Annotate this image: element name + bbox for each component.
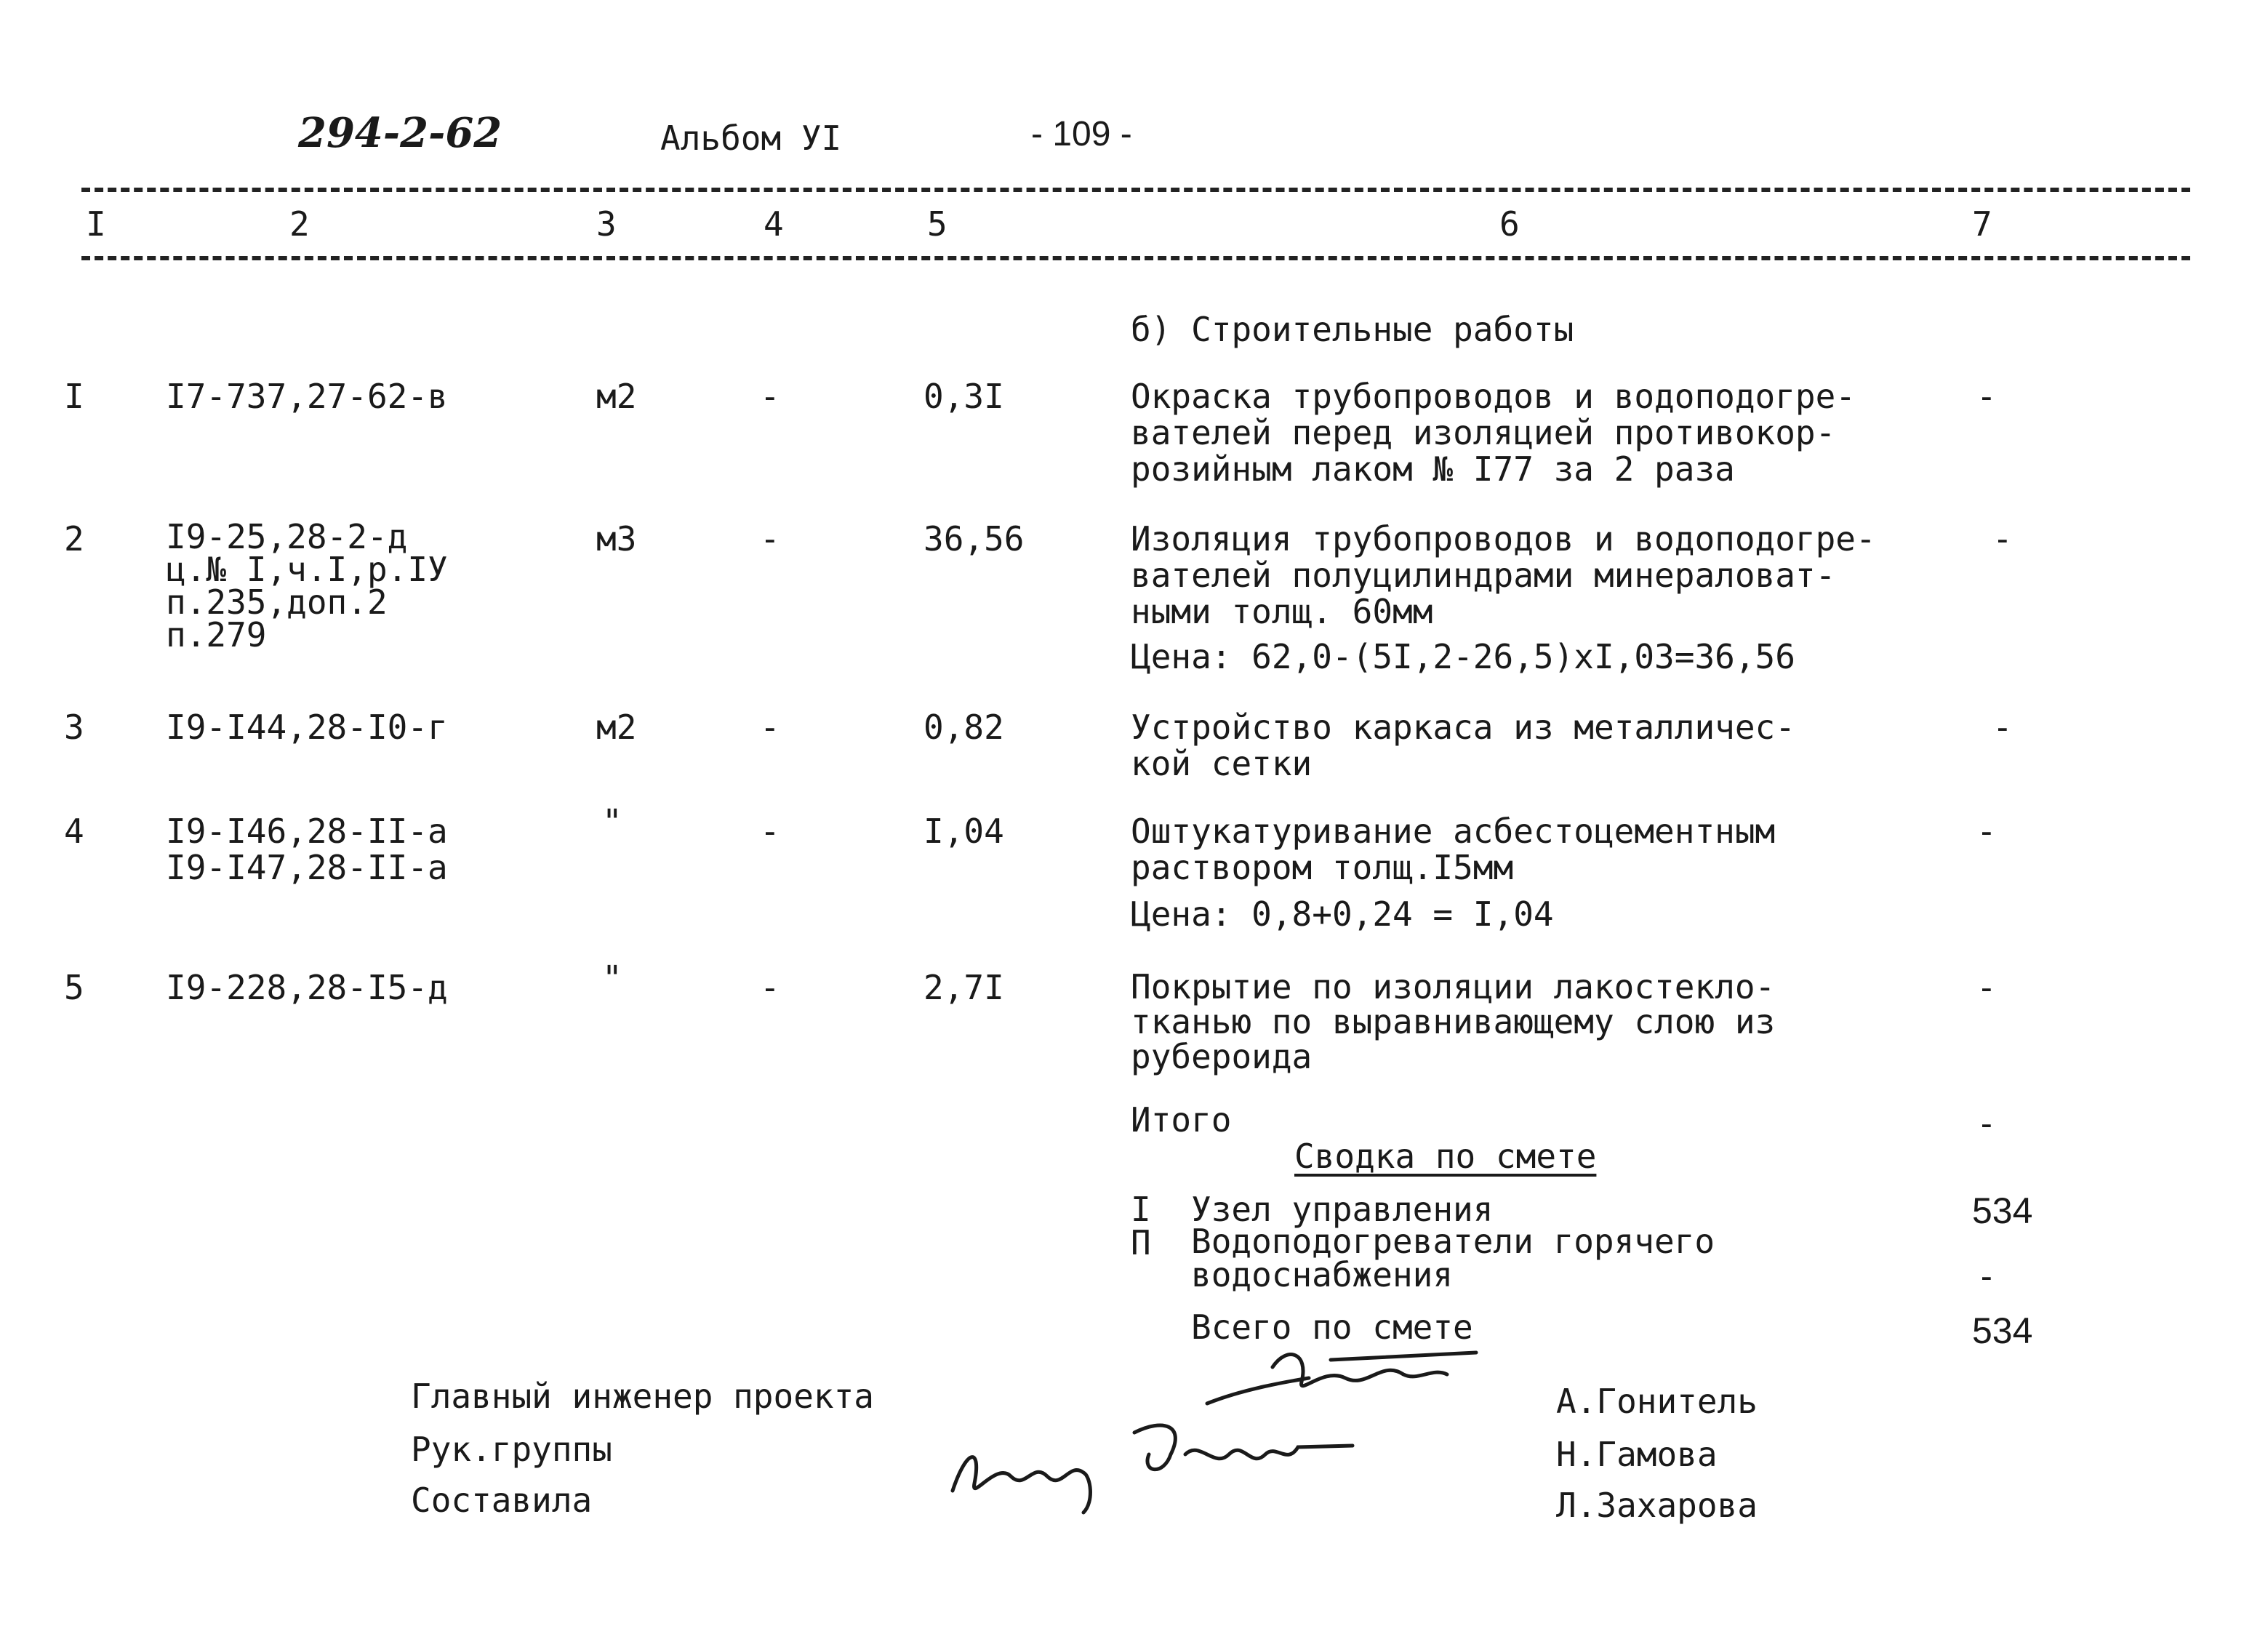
- header-rule-bottom: [81, 256, 2190, 260]
- column-header-4: 4: [764, 204, 784, 244]
- signature-role: Главный инженер проекта: [411, 1377, 874, 1416]
- row-price: I,04: [923, 812, 1004, 851]
- row-unit: м2: [596, 708, 637, 747]
- row-code: I9-228,28-I5-д: [166, 968, 448, 1007]
- summary-item-number: П: [1131, 1223, 1151, 1262]
- row-number: I: [64, 377, 84, 416]
- signature-role: Составила: [411, 1481, 593, 1520]
- album-label: Альбом УI: [660, 119, 842, 158]
- handwritten-signature-2: [1120, 1403, 1367, 1498]
- row-unit: ": [602, 958, 622, 998]
- column-header-2: 2: [289, 204, 310, 244]
- summary-total-label: Всего по смете: [1191, 1307, 1473, 1347]
- summary-item-label: Водоподогреватели горячего водоснабжения: [1191, 1222, 1715, 1294]
- page-number: - 109 -: [1031, 115, 1132, 153]
- signature-name: Л.Захарова: [1556, 1486, 1758, 1525]
- row-description: Окраска трубопроводов и водоподогре- вателей перед изоляцией противокор- розийным лаком № I77 за 2 раза: [1131, 377, 1856, 489]
- handwritten-signature-3: [945, 1433, 1113, 1520]
- row-description: Устройство каркаса из металличес- кой сетки: [1131, 708, 1795, 783]
- signature-role: Рук.группы: [411, 1430, 612, 1469]
- row-price: 0,82: [923, 708, 1004, 747]
- section-title: [1131, 311, 1574, 348]
- column-header-6: 6: [1499, 204, 1520, 244]
- row-total: -: [1992, 519, 2013, 558]
- row-col4: -: [760, 377, 780, 416]
- column-header-3: 3: [596, 204, 617, 244]
- summary-item-value: -: [1976, 1257, 1997, 1296]
- row-price: 36,56: [923, 519, 1025, 558]
- row-code: I9-I44,28-I0-г: [166, 708, 448, 747]
- header-rule-top: [81, 188, 2190, 192]
- row-col4: -: [760, 968, 780, 1007]
- section-title-text: б) Строительные работы: [1131, 310, 1574, 349]
- row-code: I7-737,27-62-в: [166, 377, 448, 416]
- row-unit: м2: [596, 377, 637, 416]
- summary-title: Сводка по смете: [1294, 1137, 1597, 1176]
- row-code: I9-I46,28-II-а I9-I47,28-II-а: [166, 812, 448, 887]
- row-number: 2: [64, 519, 84, 558]
- row-number: 4: [64, 812, 84, 851]
- row-col4: -: [760, 812, 780, 851]
- column-header-1: I: [86, 204, 106, 244]
- document-code: 294-2-62: [298, 109, 502, 157]
- row-col4: -: [760, 519, 780, 558]
- row-description: Покрытие по изоляции лакостекло- тканью по выравнивающему слою из рубероида: [1131, 967, 1776, 1076]
- row-price-note: Цена: 62,0-(5I,2-26,5)хI,03=36,56: [1131, 637, 1795, 676]
- row-price: 2,7I: [923, 968, 1004, 1007]
- row-price-note: Цена: 0,8+0,24 = I,04: [1131, 894, 1554, 934]
- itogo-label: Итого: [1131, 1100, 1232, 1140]
- row-total: -: [1976, 377, 1997, 416]
- row-col4: -: [760, 708, 780, 747]
- summary-item-value: 534: [1972, 1190, 2033, 1231]
- column-header-5: 5: [927, 204, 947, 244]
- signature-name: А.Гонитель: [1556, 1382, 1758, 1421]
- signature-name: Н.Гамова: [1556, 1435, 1718, 1474]
- row-number: 3: [64, 708, 84, 747]
- summary-total-value: 534: [1972, 1310, 2033, 1351]
- row-number: 5: [64, 968, 84, 1007]
- itogo-value: -: [1976, 1104, 1997, 1143]
- row-total: -: [1976, 812, 1997, 851]
- row-unit: ": [602, 802, 622, 841]
- summary-item-label: Узел управления: [1191, 1190, 1494, 1229]
- row-description: Оштукатуривание асбестоцементным раствором толщ.I5мм: [1131, 812, 1776, 887]
- row-code: I9-25,28-2-д ц.№ I,ч.I,р.IУ п.235,доп.2 п.279: [166, 517, 448, 654]
- row-total: -: [1976, 968, 1997, 1007]
- row-description: Изоляция трубопроводов и водоподогре- вателей полуцилиндрами минераловат- ными толщ. 60мм: [1131, 519, 1876, 631]
- row-total: -: [1992, 708, 2013, 747]
- row-unit: м3: [596, 519, 637, 558]
- summary-item-number: I: [1131, 1190, 1151, 1229]
- column-header-7: 7: [1972, 204, 1992, 244]
- row-price: 0,3I: [923, 377, 1004, 416]
